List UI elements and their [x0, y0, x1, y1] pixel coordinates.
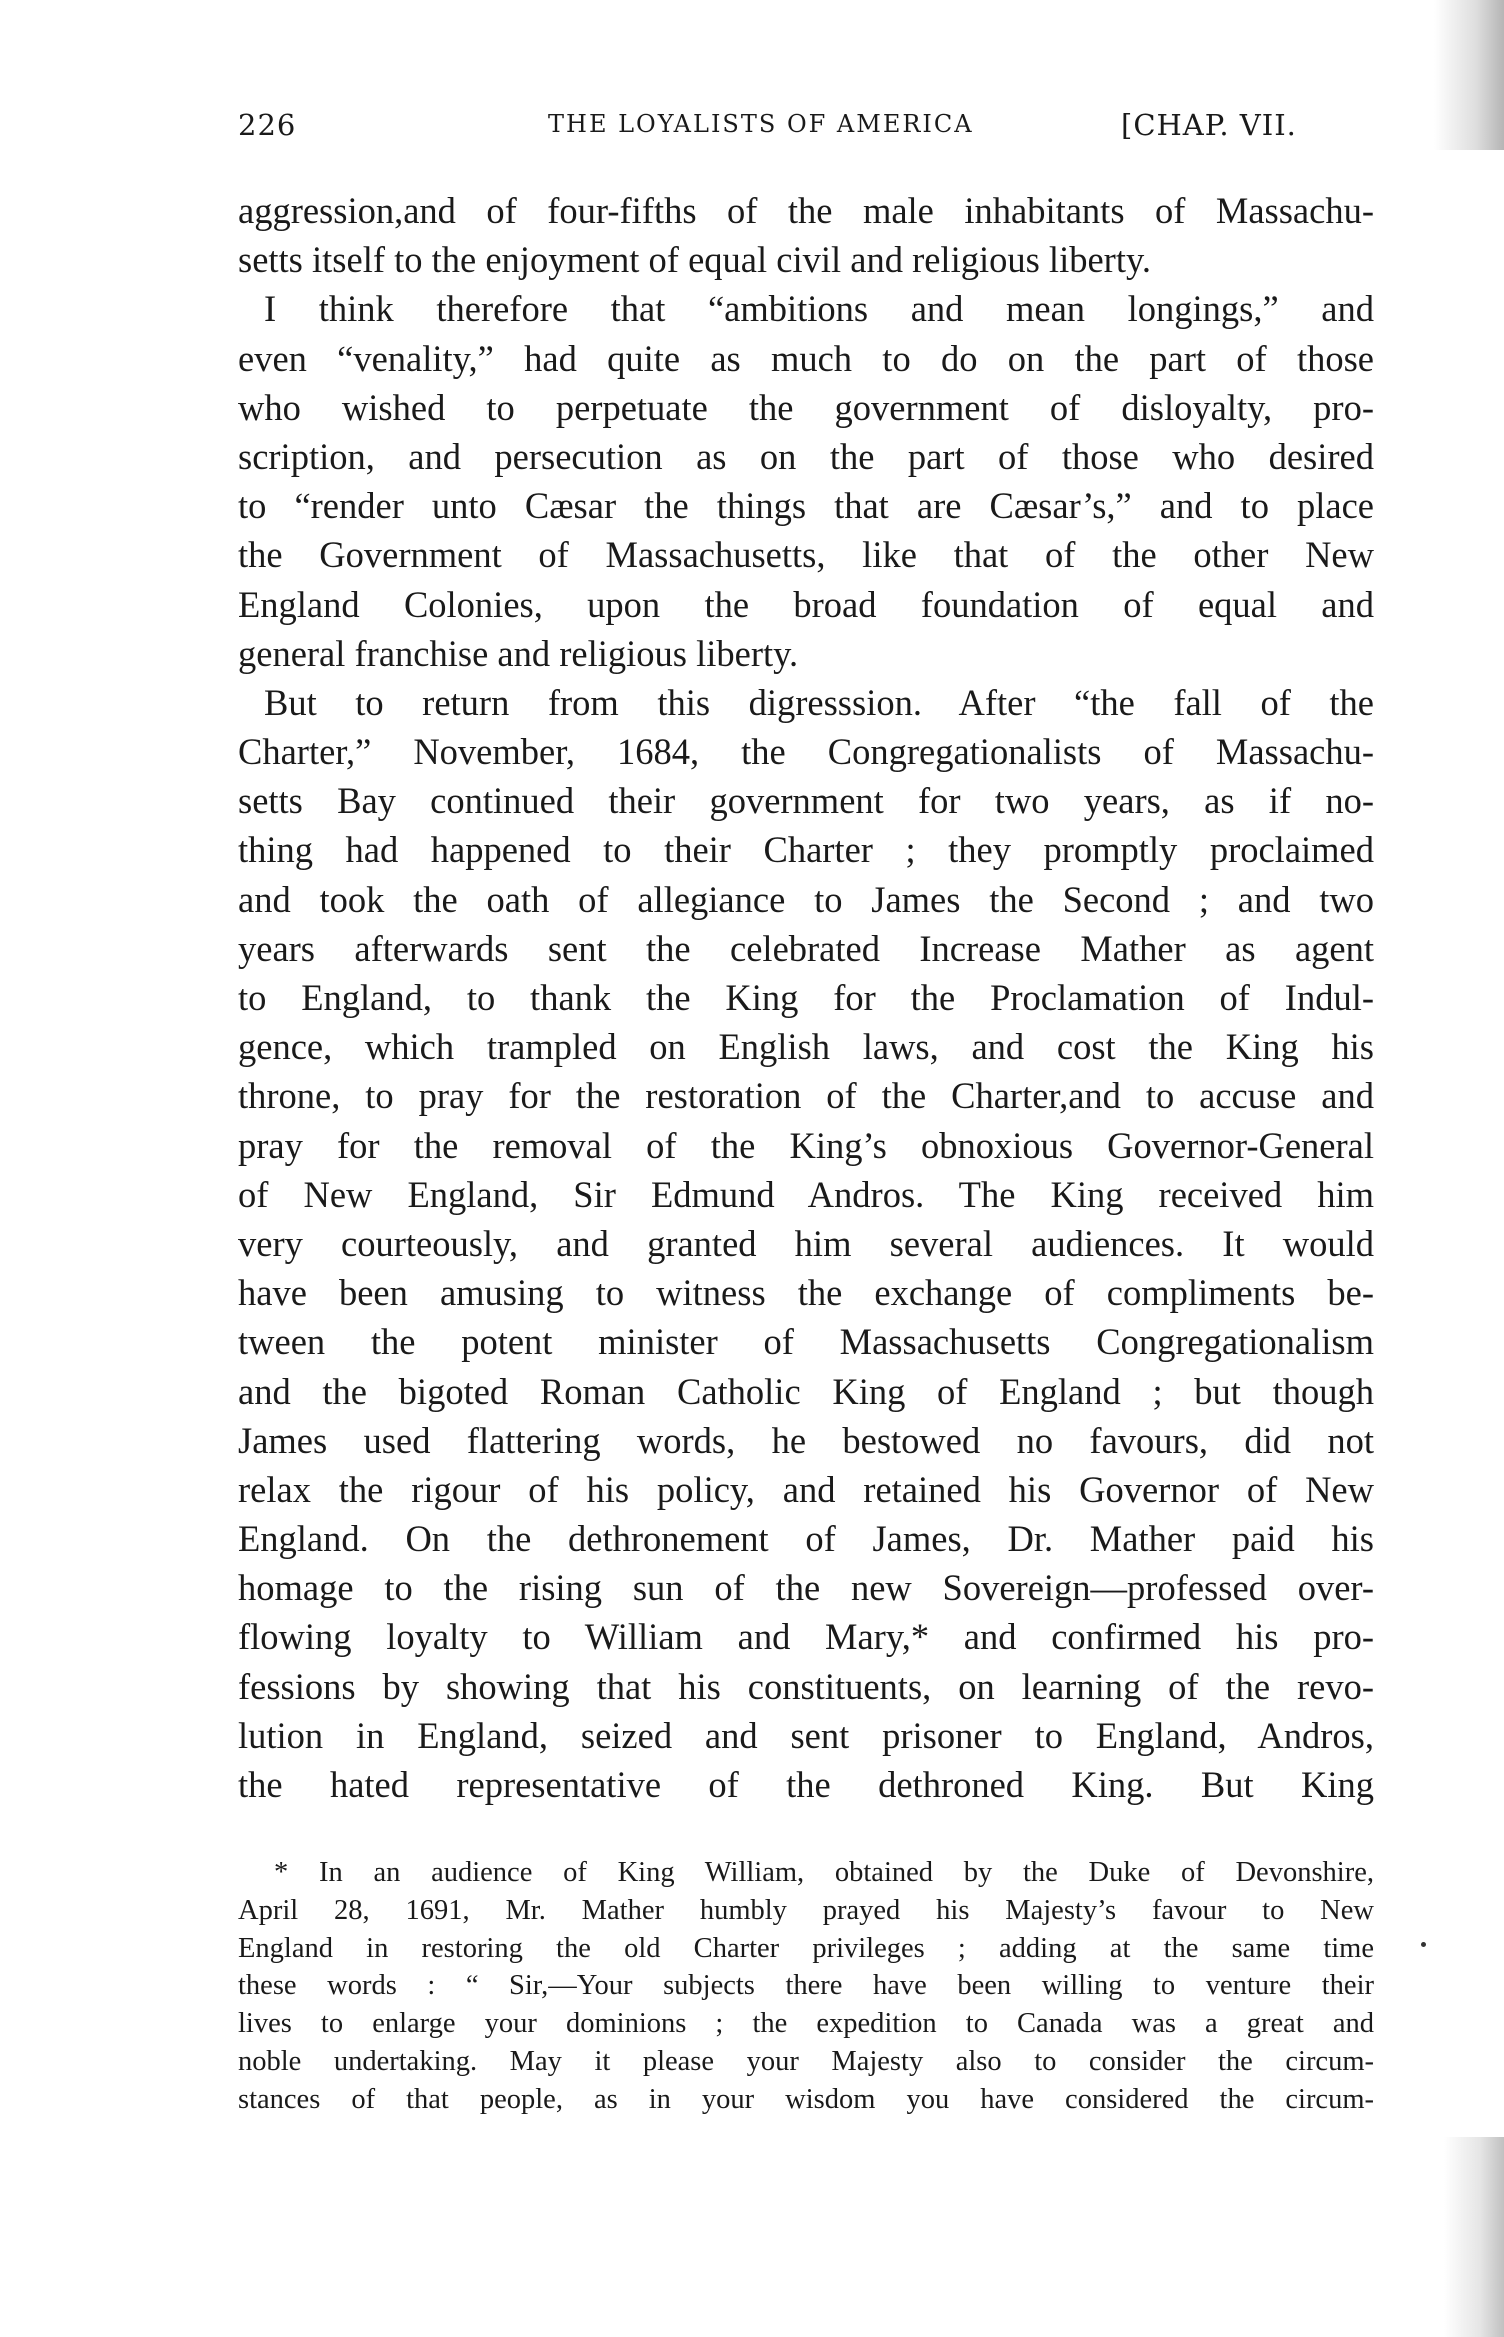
- text-line: the Government of Massachusetts, like that of the other New: [238, 534, 1374, 576]
- text-line: to England, to thank the King for the Proclamation of Indul-: [238, 977, 1374, 1018]
- text-line: have been amusing to witness the exchange of compliments be-: [238, 1272, 1374, 1314]
- text-line: tween the potent minister of Massachusetts Congregationalism: [238, 1321, 1374, 1363]
- text-line: James used flattering words, he bestowed no favours, did not: [238, 1419, 1374, 1461]
- text-line: Charter,” November, 1684, the Congregationalists of Massachu-: [238, 731, 1374, 773]
- chapter-label: [CHAP. VII.: [1121, 108, 1297, 142]
- running-header: [238, 108, 1378, 154]
- text-line: even “venality,” had quite as much to do on the part of those: [238, 337, 1374, 379]
- text-line: I think therefore that “ambitions and mean longings,” and: [264, 288, 1374, 330]
- page-number: 226: [238, 108, 297, 142]
- text-line: the hated representative of the dethroned King. But King: [238, 1764, 1374, 1805]
- running-title: THE LOYALISTS OF AMERICA: [548, 110, 974, 138]
- text-line: England. On the dethronement of James, Dr. Mather paid his: [238, 1518, 1374, 1560]
- text-line: fessions by showing that his constituents, on learning of the revo-: [238, 1665, 1374, 1707]
- text-line: relax the rigour of his policy, and retained his Governor of New: [238, 1468, 1374, 1510]
- text-line: general franchise and religious liberty.: [238, 632, 799, 674]
- footnote-line: England in restoring the old Charter privileges ; adding at the same time: [238, 1932, 1374, 1964]
- margin-mark: [1421, 1942, 1426, 1947]
- text-line: flowing loyalty to William and Mary,* and confirmed his pro-: [238, 1616, 1374, 1658]
- text-line: to “render unto Cæsar the things that are Cæsar’s,” and to place: [238, 485, 1374, 527]
- text-line: aggression,and of four-fifths of the male inhabitants of Massachu-: [238, 190, 1374, 231]
- text-line: of New England, Sir Edmund Andros. The King received him: [238, 1173, 1374, 1215]
- main-text: [238, 186, 1374, 1809]
- footnote-line: these words : “ Sir,—Your subjects there have been willing to venture their: [238, 1970, 1374, 2002]
- scan-edge-shadow-top: [1434, 0, 1504, 150]
- text-line: very courteously, and granted him several audiences. It would: [238, 1222, 1374, 1264]
- text-line: and took the oath of allegiance to James the Second ; and two: [238, 878, 1374, 920]
- footnote-line: April 28, 1691, Mr. Mather humbly prayed his Majesty’s favour to New: [238, 1894, 1374, 1926]
- scan-edge-shadow-bottom: [1444, 2137, 1504, 2337]
- text-line: homage to the rising sun of the new Sovereign—professed over-: [238, 1567, 1374, 1609]
- text-line: But to return from this digresssion. After “the fall of the: [264, 681, 1374, 723]
- text-line: and the bigoted Roman Catholic King of England ; but though: [238, 1370, 1374, 1412]
- footnote-line: lives to enlarge your dominions ; the expedition to Canada was a great and: [238, 2008, 1374, 2040]
- text-line: gence, which trampled on English laws, and cost the King his: [238, 1026, 1374, 1068]
- text-line: pray for the removal of the King’s obnoxious Governor-General: [238, 1124, 1374, 1166]
- text-line: years afterwards sent the celebrated Increase Mather as agent: [238, 927, 1374, 969]
- footnote-line: noble undertaking. May it please your Majesty also to consider the circum-: [238, 2045, 1374, 2077]
- footnote: [238, 1854, 1374, 2119]
- text-line: who wished to perpetuate the government of disloyalty, pro-: [238, 386, 1374, 428]
- text-line: setts itself to the enjoyment of equal civil and religious liberty.: [238, 239, 1151, 281]
- text-line: throne, to pray for the restoration of the Charter,and to accuse and: [238, 1075, 1374, 1117]
- text-line: thing had happened to their Charter ; they promptly proclaimed: [238, 829, 1374, 871]
- text-line: England Colonies, upon the broad foundation of equal and: [238, 583, 1374, 625]
- text-line: scription, and persecution as on the part of those who desired: [238, 435, 1374, 477]
- text-line: setts Bay continued their government for two years, as if no-: [238, 780, 1374, 822]
- text-line: lution in England, seized and sent prisoner to England, Andros,: [238, 1714, 1374, 1756]
- footnote-line: * In an audience of King William, obtained by the Duke of Devonshire,: [274, 1857, 1374, 1888]
- footnote-line: stances of that people, as in your wisdom you have considered the circum-: [238, 2083, 1374, 2115]
